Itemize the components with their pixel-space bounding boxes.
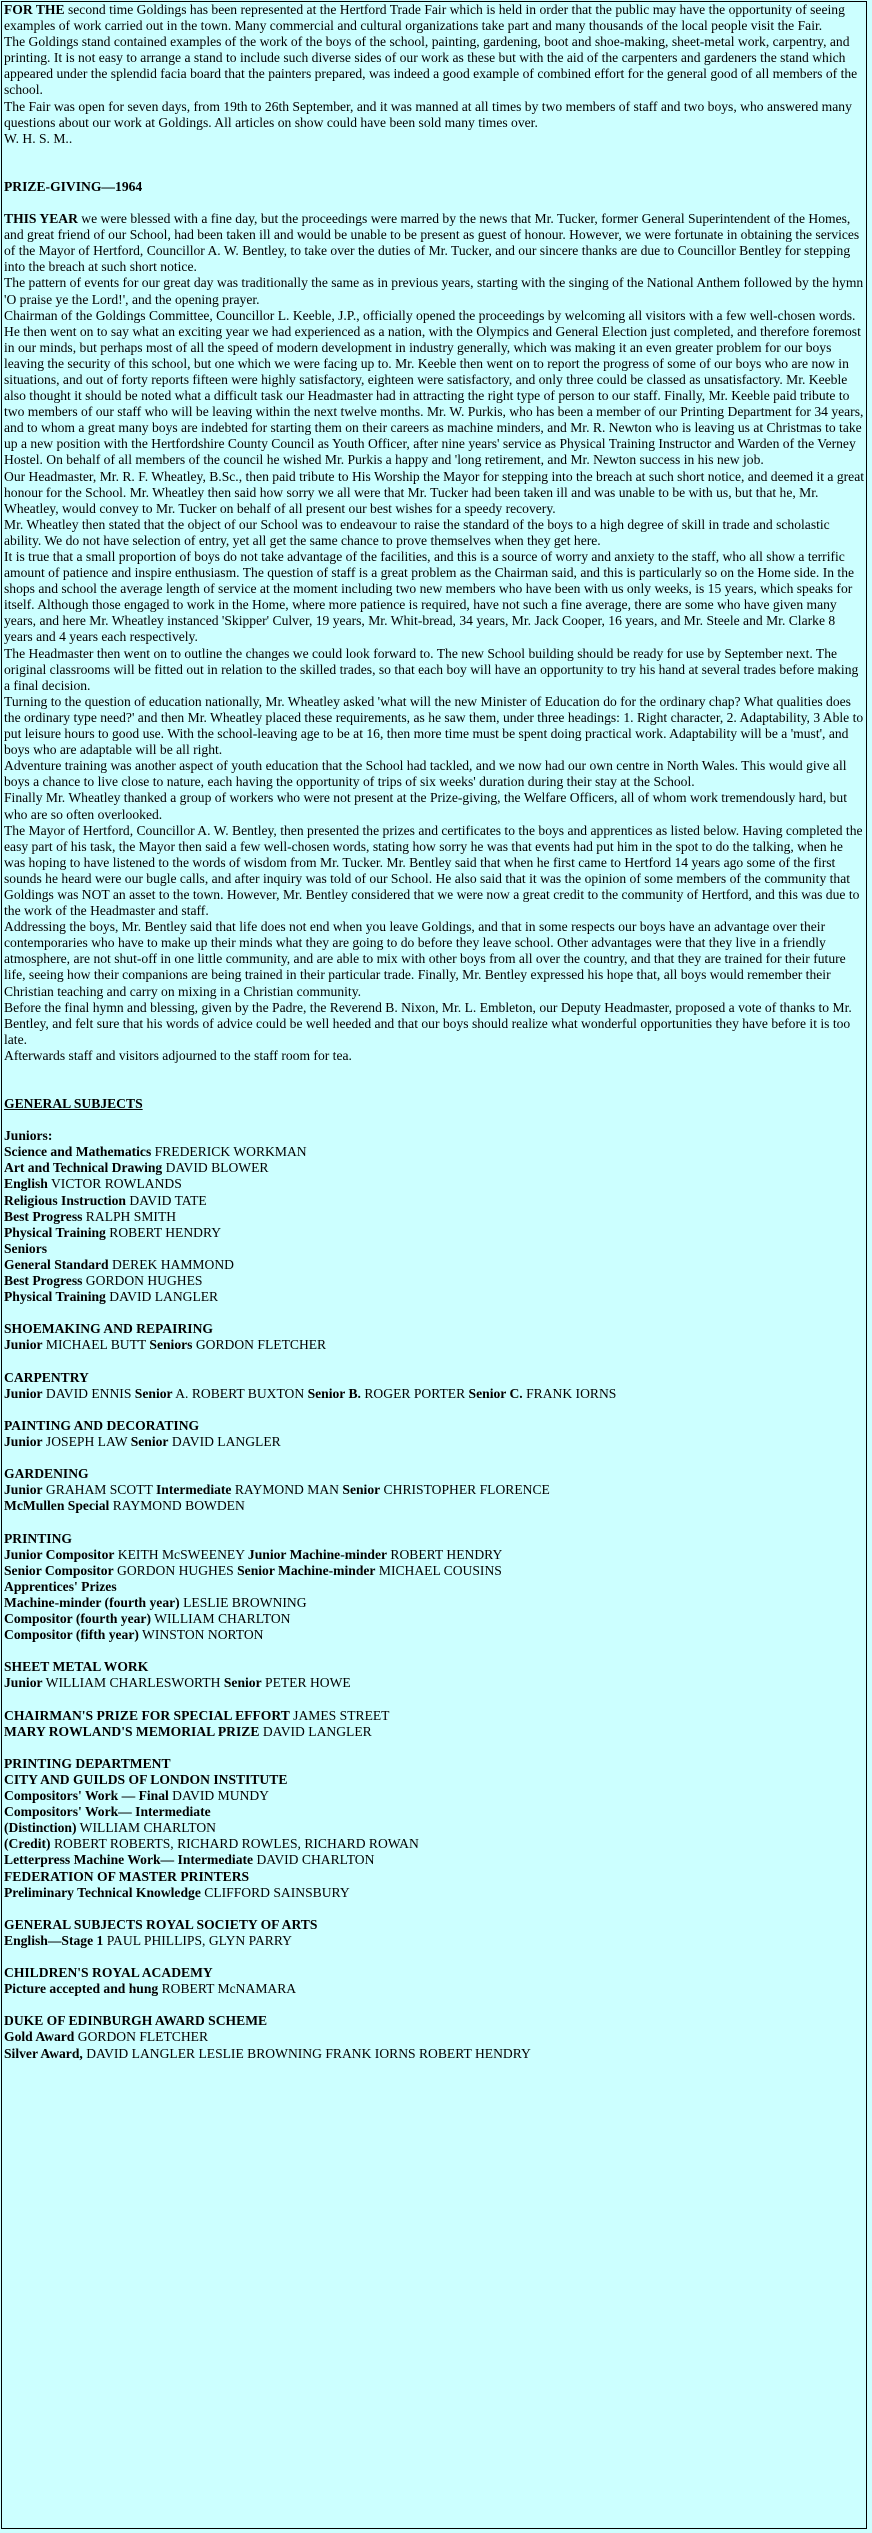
prize-giving-paragraph: Mr. Wheatley then stated that the object of our School was to endeavour to raise the standard of the boys to a high degree of skill in trade and scholastic ability. We do not have selection of entry, yet all get the same chance to prove themselves when they get here. bbox=[4, 516, 830, 548]
trade-fair-signature: W. H. S. M.. bbox=[4, 130, 73, 146]
prize-line: General Standard DEREK HAMMOND bbox=[4, 1256, 234, 1272]
prize-giving-lead: THIS YEAR bbox=[4, 211, 78, 227]
prize-line: Junior Compositor KEITH McSWEENEY Junior Machine-minder ROBERT HENDRY bbox=[4, 1546, 503, 1562]
prize-line: (Credit) ROBERT ROBERTS, RICHARD ROWLES, RICHARD ROWAN bbox=[4, 1836, 419, 1852]
prize-line: MARY ROWLAND'S MEMORIAL PRIZE DAVID LANGLER bbox=[4, 1723, 372, 1739]
prize-giving-paragraph: Addressing the boys, Mr. Bentley said that life does not end when you leave Goldings, and that in some respects our boys have an advantage over their contemporaries who have to make up their minds what they are going to do before they leave school. Other advantages were that they live in a friendly atmosphere, are not shut-off in one little community, and are able to mix with other boys from all over the country, and that they are trained for their future life, seeing how their companions are being trained in their particular trade. Finally, Mr. Bentley expressed his hope that, all boys would remember their Christian teaching and carry on mixing in a Christian community. bbox=[4, 919, 846, 999]
prize-giving-paragraph: Finally Mr. Wheatley thanked a group of workers who were not present at the Prize-giving, the Welfare Officers, all of whom work tremendously hard, but who are so often overlooked. bbox=[4, 790, 847, 822]
painting-heading: PAINTING AND DECORATING bbox=[4, 1417, 200, 1433]
prize-giving-heading: PRIZE-GIVING—1964 bbox=[4, 178, 143, 194]
prize-line: McMullen Special RAYMOND BOWDEN bbox=[4, 1498, 245, 1514]
childrens-academy-heading: CHILDREN'S ROYAL ACADEMY bbox=[4, 1965, 213, 1981]
printing-dept-heading: PRINTING DEPARTMENT bbox=[4, 1755, 171, 1771]
juniors-label: Juniors: bbox=[4, 1128, 53, 1144]
prize-line: English—Stage 1 PAUL PHILLIPS, GLYN PARRY bbox=[4, 1932, 292, 1948]
prize-line: Junior GRAHAM SCOTT Intermediate RAYMOND MAN Senior CHRISTOPHER FLORENCE bbox=[4, 1482, 550, 1498]
prize-line: CHAIRMAN'S PRIZE FOR SPECIAL EFFORT JAMES STREET bbox=[4, 1707, 390, 1723]
prize-giving-paragraph: The Headmaster then went on to outline the changes we could look forward to. The new School building should be ready for use by September next. The original classrooms will be fitted out in relation to the skilled trades, so that each boy will have an opportunity to try his hand at several trades before making a final decision. bbox=[4, 645, 859, 693]
prize-line: Best Progress RALPH SMITH bbox=[4, 1208, 177, 1224]
prize-line: Silver Award, DAVID LANGLER LESLIE BROWNING FRANK IORNS ROBERT HENDRY bbox=[4, 2045, 531, 2061]
prize-line: Compositors' Work — Final DAVID MUNDY bbox=[4, 1788, 269, 1804]
general-subjects-heading: GENERAL SUBJECTS bbox=[4, 1096, 143, 1111]
prize-line: Letterpress Machine Work— Intermediate DAVID CHARLTON bbox=[4, 1852, 375, 1868]
prize-line: Junior WILLIAM CHARLESWORTH Senior PETER HOWE bbox=[4, 1675, 351, 1691]
carpentry-heading: CARPENTRY bbox=[4, 1369, 89, 1385]
prize-giving-paragraph: It is true that a small proportion of boys do not take advantage of the facilities, and this is a source of worry and anxiety to the staff, who all show a terrific amount of patience and inspire enthusiasm. The question of staff is a great problem as the Chairman said, and this is particularly so on the Home side. In the shops and school the average length of service at the moment including two new members who have been with us only weeks, is 15 years, which speaks for itself. Although those engaged to work in the Home, where more patience is required, have not such a fine average, there are some who have given many years, and here Mr. Wheatley instanced 'Skipper' Culver, 19 years, Mr. Whit-bread, 34 years, Mr. Jack Cooper, 16 years, and Mr. Steele and Mr. Clarke 8 years and 4 years each respectively. bbox=[4, 549, 855, 645]
prize-line: Junior MICHAEL BUTT Seniors GORDON FLETCHER bbox=[4, 1337, 327, 1353]
prize-line: Art and Technical Drawing DAVID BLOWER bbox=[4, 1160, 269, 1176]
prize-line: English VICTOR ROWLANDS bbox=[4, 1176, 182, 1192]
prize-line: Compositor (fifth year) WINSTON NORTON bbox=[4, 1627, 264, 1643]
prize-line: Gold Award GORDON FLETCHER bbox=[4, 2029, 209, 2045]
prize-line: Science and Mathematics FREDERICK WORKMAN bbox=[4, 1144, 307, 1160]
trade-fair-paragraph-2: The Goldings stand contained examples of the work of the boys of the school, painting, gardening, boot and shoe-making, sheet-metal work, carpentry, and printing. It is not easy to arrange a stand to include such diverse sides of our work as these but with the aid of the carpenters and gardeners the stand which appeared under the splendid facia board that the painters prepared, was indeed a good example of combined effort for the general good of all members of the school. bbox=[4, 34, 858, 98]
prize-giving-paragraph: Turning to the question of education nationally, Mr. Wheatley asked 'what will the new Minister of Education do for the ordinary chap? What qualities does the ordinary type need?' and then Mr. Wheatley placed these requirements, as he saw them, under three headings: 1. Right character, 2. Adaptability, 3 Able to put leisure hours to good use. With the school-leaving age to be at 16, then more time must be spent doing practical work. Adaptability will be a 'must', and boys who are adaptable will be all right. bbox=[4, 693, 864, 758]
prize-giving-paragraph: Chairman of the Goldings Committee, Councillor L. Keeble, J.P., officially opened the proceedings by welcoming all visitors with a few well-chosen words. He then went on to say what an exciting year we had experienced as a nation, with the Olympics and General Election just completed, and therefore foremost in our minds, but perhaps most of all the speed of modern development in industry generally, which was making it an even greater problem for our boys leaving the security of this school, but one which we were facing up to. Mr. Keeble then went on to report the progress of some of our boys who are now in situations, and out of forty reports fifteen were highly satisfactory, eighteen were satisfactory, and only three could be classed as unsatisfactory. Mr. Keeble also thought it should be noted what a difficult task our Headmaster had in attracting the right type of person to our staff. Finally, Mr. Keeble paid tribute to two members of our staff who will be leaving within the next twelve months. Mr. W. Purkis, who has been a member of our Printing Department for 34 years, and to whom a great many boys are indebted for starting them on their careers as machine minders, and Mr. R. Newton who is leaving us at Christmas to take up a new position with the Hertfordshire County Council as Youth Officer, after nine years' service as Physical Training Instructor and Warden of the Verney Hostel. On behalf of all members of the council he wished Mr. Purkis a happy and 'long retirement, and Mr. Newton success in his new job. bbox=[4, 307, 864, 468]
prize-line: Senior Compositor GORDON HUGHES Senior Machine-minder MICHAEL COUSINS bbox=[4, 1562, 502, 1578]
prize-giving-body bbox=[4, 211, 866, 1064]
document-page bbox=[1, 1, 867, 2529]
seniors-label: Seniors bbox=[4, 1240, 48, 1256]
doe-heading: DUKE OF EDINBURGH AWARD SCHEME bbox=[4, 2013, 268, 2029]
prize-line: Junior JOSEPH LAW Senior DAVID LANGLER bbox=[4, 1433, 281, 1449]
gardening-heading: GARDENING bbox=[4, 1466, 89, 1482]
prize-line: (Distinction) WILLIAM CHARLTON bbox=[4, 1820, 216, 1836]
prize-line: Junior DAVID ENNIS Senior A. ROBERT BUXTON Senior B. ROGER PORTER Senior C. FRANK IORNS bbox=[4, 1385, 617, 1401]
prize-giving-paragraph: Afterwards staff and visitors adjourned to the staff room for tea. bbox=[4, 1047, 352, 1063]
prize-line: Physical Training ROBERT HENDRY bbox=[4, 1224, 222, 1240]
prize-line: Best Progress GORDON HUGHES bbox=[4, 1273, 203, 1289]
prize-giving-paragraph bbox=[4, 211, 866, 275]
trade-fair-paragraph-1 bbox=[4, 2, 866, 34]
prize-giving-paragraph: Adventure training was another aspect of youth education that the School had tackled, and we now had our own centre in North Wales. This would give all boys a chance to live close to nature, each having the opportunity of trips of six weeks' duration during their stay at the School. bbox=[4, 758, 847, 790]
prize-line: Compositor (fourth year) WILLIAM CHARLTON bbox=[4, 1611, 291, 1626]
prize-giving-paragraph: The Mayor of Hertford, Councillor A. W. Bentley, then presented the prizes and certificates to the boys and apprentices as listed below. Having completed the easy part of his task, the Mayor then said a few well-chosen words, stating how sorry he was that events had put him in the spot to do the talking, when he was hoping to have listened to the words of wisdom from Mr. Tucker. Mr. Bentley said that when he first came to Hertford 14 years ago some of the first sounds he heard were our bugle calls, and after inquiry was told of our School. He also said that it was the opinion of some members of the community that Goldings was NOT an asset to the town. However, Mr. Bentley considered that we were now a great credit to the community of Hertford, and this was due to the work of the Headmaster and staff. bbox=[4, 822, 863, 919]
sheet-metal-heading: SHEET METAL WORK bbox=[4, 1659, 149, 1675]
trade-fair-text-1: second time Goldings has been represented at the Hertford Trade Fair which is held in order that the public may have the opportunity of seeing examples of work carried out in the town. Many commercial and cultural organizations take part and many thousands of the local people visit the Fair. bbox=[4, 2, 845, 34]
shoemaking-heading: SHOEMAKING AND REPAIRING bbox=[4, 1321, 213, 1337]
prize-line: Preliminary Technical Knowledge CLIFFORD SAINSBURY bbox=[4, 1884, 350, 1900]
prize-line: Picture accepted and hung ROBERT McNAMARA bbox=[4, 1981, 297, 1997]
prize-line: Physical Training DAVID LANGLER bbox=[4, 1289, 219, 1305]
trade-fair-lead: FOR THE bbox=[4, 2, 65, 17]
prize-giving-text: we were blessed with a fine day, but the proceedings were marred by the news that Mr. Tucker, former General Superintendent of the Homes, and great friend of our School, had been taken ill and would be unable to be present as guest of honour. However, we were fortunate in obtaining the services of the Mayor of Hertford, Councillor A. W. Bentley, to take over the duties of Mr. Tucker, and our sincere thanks are due to Councillor Bentley for stepping into the breach at such short notice. bbox=[4, 211, 860, 275]
fmp-heading: FEDERATION OF MASTER PRINTERS bbox=[4, 1868, 250, 1884]
rsa-heading: GENERAL SUBJECTS ROYAL SOCIETY OF ARTS bbox=[4, 1916, 318, 1932]
prize-giving-paragraph: Before the final hymn and blessing, given by the Padre, the Reverend B. Nixon, Mr. L. Embleton, our Deputy Headmaster, proposed a vote of thanks to Mr. Bentley, and felt sure that his words of advice could be well heeded and that our boys should realize what wonderful opportunities they have before it is too late. bbox=[4, 999, 852, 1047]
printing-heading: PRINTING bbox=[4, 1530, 72, 1546]
prize-giving-paragraph: Our Headmaster, Mr. R. F. Wheatley, B.Sc., then paid tribute to His Worship the Mayor for stepping into the breach at such short notice, and deemed it a great honour for the School. Mr. Wheatley then said how sorry we all were that Mr. Tucker had been taken ill and was unable to be with us, but that he, Mr. Wheatley, would convey to Mr. Tucker on behalf of all present our best wishes for a speedy recovery. bbox=[4, 468, 865, 516]
trade-fair-paragraph-3: The Fair was open for seven days, from 19th to 26th September, and it was manned at all times by two members of staff and two boys, who answered many questions about our work at Goldings. All articles on show could have been sold many times over. bbox=[4, 98, 852, 130]
prize-line: Compositors' Work— Intermediate bbox=[4, 1804, 211, 1820]
prize-line: Religious Instruction DAVID TATE bbox=[4, 1192, 207, 1208]
apprentices-label: Apprentices' Prizes bbox=[4, 1578, 117, 1594]
city-guilds-heading: CITY AND GUILDS OF LONDON INSTITUTE bbox=[4, 1771, 288, 1787]
prize-giving-paragraph: The pattern of events for our great day was traditionally the same as in previous years, starting with the singing of the National Anthem followed by the hymn 'O praise ye the Lord!', and the opening prayer. bbox=[4, 275, 864, 307]
prize-line: Machine-minder (fourth year) LESLIE BROWNING bbox=[4, 1594, 307, 1610]
